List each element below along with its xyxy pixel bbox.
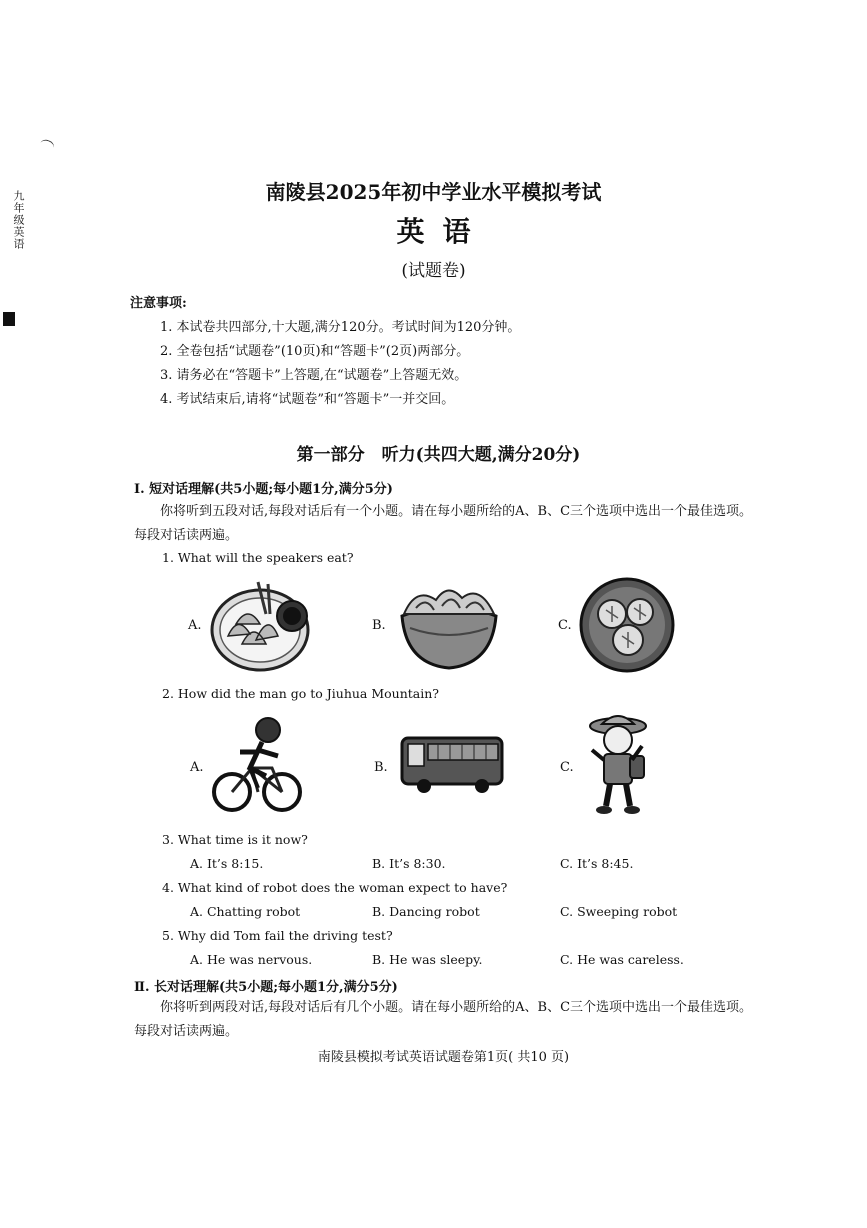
option-label: C.: [558, 618, 572, 633]
side-label: 九年级英语: [12, 190, 25, 250]
section2-heading: Ⅱ. 长对话理解(共5小题;每小题1分,满分5分): [134, 980, 398, 995]
option-label: A.: [190, 760, 204, 775]
noodles-bowl-icon: [396, 578, 502, 672]
question-3: 3. What time is it now?: [162, 832, 308, 847]
option-label: B.: [374, 760, 388, 775]
hiker-icon: [584, 710, 654, 820]
notice-heading: 注意事项:: [130, 296, 187, 311]
dumplings-plate-icon: [208, 574, 318, 674]
part1-heading: 第一部分 听力(共四大题,满分20分): [296, 445, 581, 465]
section1-instruction: 你将听到五段对话,每段对话后有一个小题。请在每小题所给的A、B、C三个选项中选出一个最佳选项。每段对话读两遍。: [134, 504, 753, 543]
question-1: 1. What will the speakers eat?: [162, 550, 354, 565]
notice-item: 2. 全卷包括“试题卷”(10页)和“答题卡”(2页)两部分。: [160, 344, 470, 359]
question-5: 5. Why did Tom fail the driving test?: [162, 928, 393, 943]
notice-list: [160, 316, 520, 412]
option-b: B. He was sleepy.: [372, 952, 483, 967]
option-label: A.: [188, 618, 202, 633]
paper-type: (试题卷): [401, 261, 466, 281]
option-label: B.: [372, 618, 386, 633]
option-b: B. It’s 8:30.: [372, 856, 446, 871]
exam-title: 南陵县2025年初中学业水平模拟考试: [265, 180, 602, 204]
subject-title: 英语: [396, 215, 489, 248]
notice-item: 4. 考试结束后,请将“试题卷”和“答题卡”一并交回。: [160, 392, 455, 407]
section1-heading: Ⅰ. 短对话理解(共5小题;每小题1分,满分5分): [134, 482, 393, 497]
notice-item: 3. 请务必在“答题卡”上答题,在“试题卷”上答题无效。: [160, 368, 468, 383]
option-label: C.: [560, 760, 574, 775]
section2-instruction: 你将听到两段对话,每段对话后有几个小题。请在每小题所给的A、B、C三个选项中选出一个最佳选项。每段对话读两遍。: [134, 1000, 753, 1039]
option-c: C. He was careless.: [560, 952, 684, 967]
option-c: C. It’s 8:45.: [560, 856, 634, 871]
question-2: 2. How did the man go to Jiuhua Mountain?: [162, 686, 440, 701]
bus-icon: [398, 734, 506, 796]
notice-item: 1. 本试卷共四部分,十大题,满分120分。考试时间为120分钟。: [160, 320, 521, 335]
steamed-buns-icon: [578, 576, 676, 674]
option-c: C. Sweeping robot: [560, 904, 678, 919]
option-a: A. Chatting robot: [190, 904, 301, 919]
option-a: A. He was nervous.: [190, 952, 313, 967]
binding-mark: [3, 312, 15, 326]
option-a: A. It’s 8:15.: [190, 856, 264, 871]
question-4: 4. What kind of robot does the woman expect to have?: [162, 880, 508, 895]
option-b: B. Dancing robot: [372, 904, 480, 919]
page-footer: 南陵县模拟考试英语试题卷第1页( 共10 页): [317, 1050, 570, 1065]
bike-icon: [210, 712, 306, 816]
pen-stroke-mark: [39, 138, 56, 153]
